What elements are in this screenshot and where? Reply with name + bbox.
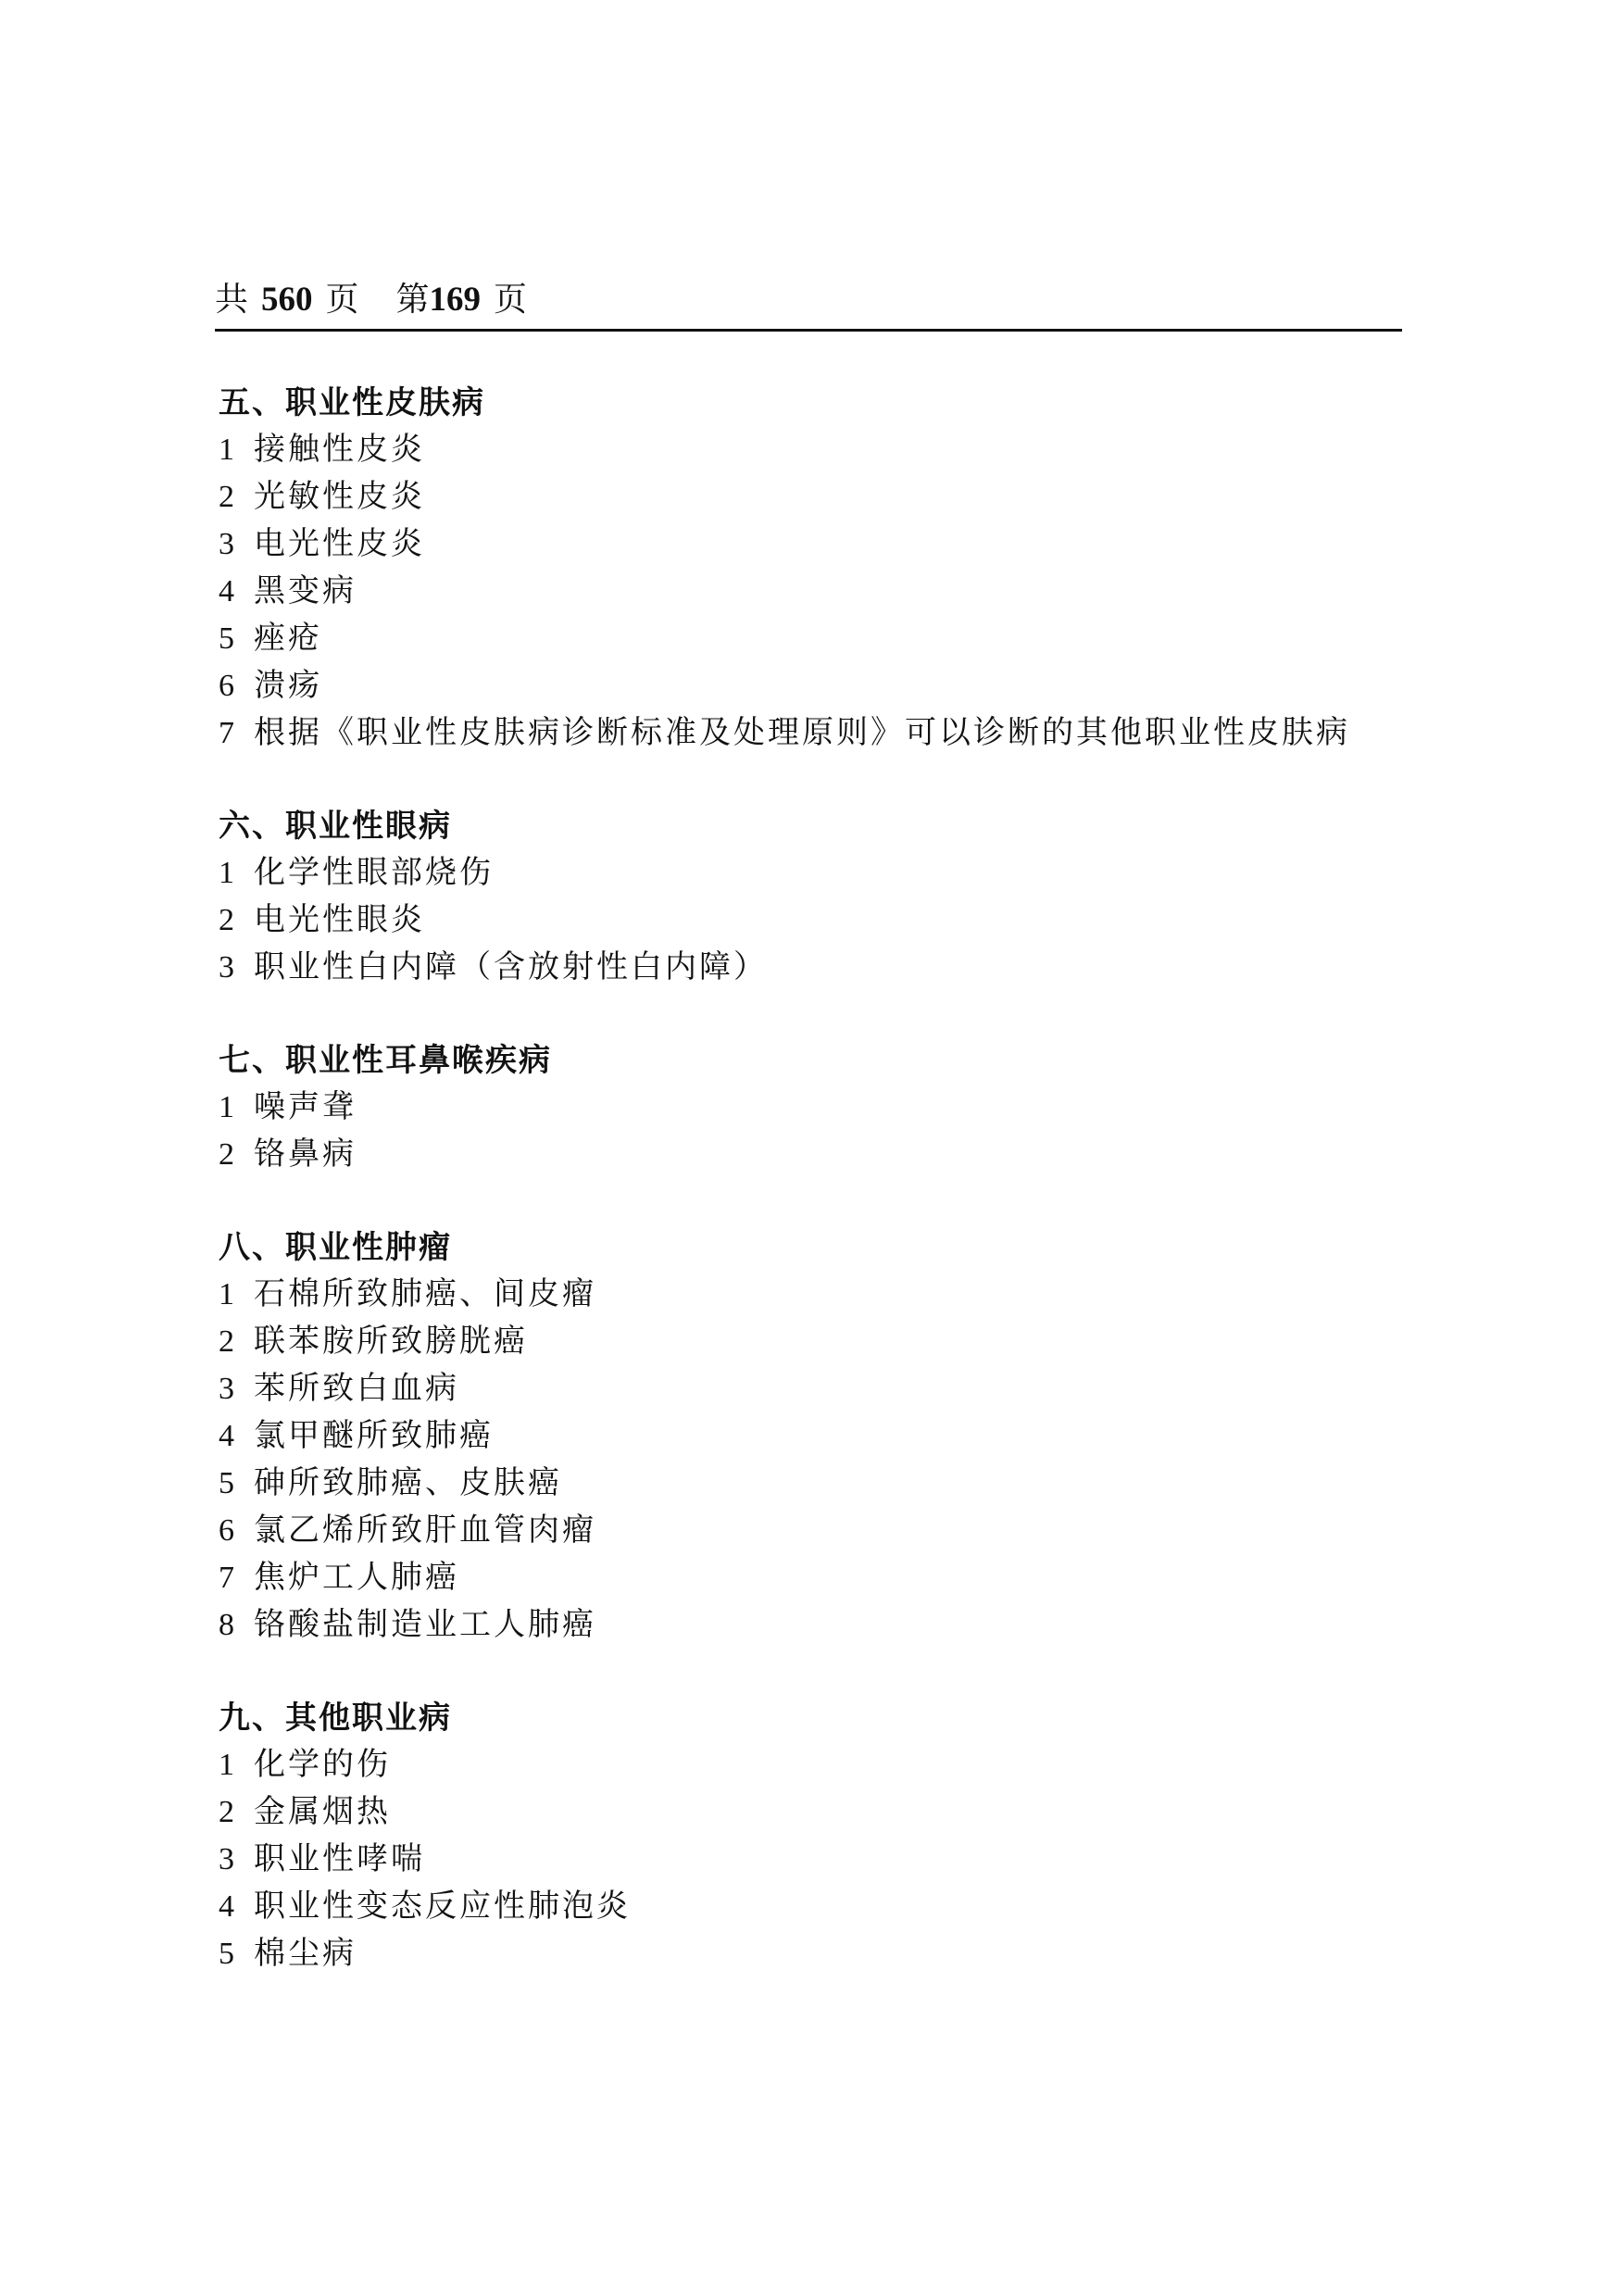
list-item xyxy=(219,426,1422,473)
list-item xyxy=(219,1084,1422,1131)
item-text: 苯所致白血病 xyxy=(254,1370,459,1407)
item-text: 氯甲醚所致肺癌 xyxy=(254,1417,494,1454)
item-text: 黑变病 xyxy=(254,572,357,609)
section xyxy=(219,1695,1422,1977)
item-text: 联苯胺所致膀胱癌 xyxy=(254,1323,528,1360)
item-text: 职业性哮喘 xyxy=(254,1840,425,1877)
item-number: 6 xyxy=(219,669,234,703)
item-text: 化学性眼部烧伤 xyxy=(254,854,494,891)
item-number: 5 xyxy=(219,1937,234,1971)
item-number: 2 xyxy=(219,903,234,937)
item-number: 2 xyxy=(219,480,234,514)
item-number: 1 xyxy=(219,433,234,467)
section xyxy=(219,1037,1422,1178)
list-item xyxy=(219,1741,1422,1788)
list-item xyxy=(219,1412,1422,1460)
list-item xyxy=(219,1883,1422,1930)
list-item xyxy=(219,615,1422,662)
list-item xyxy=(219,1788,1422,1836)
item-number: 5 xyxy=(219,621,234,656)
current-page: 169 xyxy=(429,281,482,319)
item-text: 接触性皮炎 xyxy=(254,431,425,468)
list-item xyxy=(219,1601,1422,1649)
current-suffix: 页 xyxy=(494,281,528,319)
item-text: 职业性变态反应性肺泡炎 xyxy=(254,1888,631,1925)
total-suffix: 页 xyxy=(325,281,359,319)
item-text: 溃疡 xyxy=(254,667,322,704)
list-item xyxy=(219,1131,1422,1178)
item-number: 5 xyxy=(219,1466,234,1500)
item-text: 金属烟热 xyxy=(254,1793,391,1830)
item-number: 1 xyxy=(219,856,234,890)
page-header xyxy=(215,276,1402,332)
item-text: 铬酸盐制造业工人肺癌 xyxy=(254,1606,596,1643)
item-number: 1 xyxy=(219,1090,234,1124)
item-number: 6 xyxy=(219,1513,234,1548)
list-item xyxy=(219,1930,1422,1977)
item-text: 电光性眼炎 xyxy=(254,901,425,938)
list-item xyxy=(219,473,1422,521)
list-item xyxy=(219,568,1422,615)
section-title: 六、职业性眼病 xyxy=(219,808,452,845)
document-body xyxy=(219,380,1422,2024)
item-text: 砷所致肺癌、皮肤癌 xyxy=(254,1464,562,1501)
section xyxy=(219,803,1422,991)
section-title: 九、其他职业病 xyxy=(219,1700,452,1737)
item-number: 3 xyxy=(219,1842,234,1876)
list-item xyxy=(219,897,1422,944)
section-title: 八、职业性肿瘤 xyxy=(219,1229,452,1266)
list-item xyxy=(219,709,1422,757)
item-text: 铬鼻病 xyxy=(254,1135,357,1173)
item-number: 1 xyxy=(219,1277,234,1311)
current-prefix: 第 xyxy=(395,281,430,319)
item-text: 焦炉工人肺癌 xyxy=(254,1559,459,1596)
list-item xyxy=(219,1460,1422,1507)
item-number: 1 xyxy=(219,1748,234,1782)
list-item xyxy=(219,1365,1422,1412)
total-prefix: 共 xyxy=(215,281,249,319)
section xyxy=(219,380,1422,757)
item-text: 光敏性皮炎 xyxy=(254,478,425,515)
item-text: 根据《职业性皮肤病诊断标准及处理原则》可以诊断的其他职业性皮肤病 xyxy=(254,714,1350,751)
item-number: 7 xyxy=(219,716,234,750)
list-item xyxy=(219,521,1422,568)
item-text: 石棉所致肺癌、间皮瘤 xyxy=(254,1275,596,1312)
item-number: 4 xyxy=(219,574,234,609)
list-item xyxy=(219,1836,1422,1883)
item-number: 4 xyxy=(219,1889,234,1924)
list-item xyxy=(219,1271,1422,1318)
item-text: 痤疮 xyxy=(254,620,322,657)
item-text: 电光性皮炎 xyxy=(254,525,425,562)
item-number: 2 xyxy=(219,1137,234,1172)
item-number: 8 xyxy=(219,1608,234,1642)
section-title: 五、职业性皮肤病 xyxy=(219,384,485,421)
total-pages: 560 xyxy=(261,281,313,319)
item-number: 2 xyxy=(219,1324,234,1359)
item-number: 7 xyxy=(219,1561,234,1595)
item-number: 4 xyxy=(219,1419,234,1453)
item-number: 3 xyxy=(219,950,234,985)
item-text: 噪声聋 xyxy=(254,1088,357,1125)
list-item xyxy=(219,1318,1422,1365)
list-item xyxy=(219,1554,1422,1601)
list-item xyxy=(219,1507,1422,1554)
list-item xyxy=(219,944,1422,991)
item-text: 棉尘病 xyxy=(254,1935,357,1972)
item-text: 氯乙烯所致肝血管肉瘤 xyxy=(254,1512,596,1549)
item-number: 3 xyxy=(219,1372,234,1406)
section xyxy=(219,1224,1422,1649)
section-title: 七、职业性耳鼻喉疾病 xyxy=(219,1042,552,1079)
item-text: 职业性白内障（含放射性白内障） xyxy=(254,948,768,985)
item-number: 2 xyxy=(219,1795,234,1829)
item-number: 3 xyxy=(219,527,234,561)
item-text: 化学的伤 xyxy=(254,1746,391,1783)
list-item xyxy=(219,849,1422,897)
list-item xyxy=(219,662,1422,709)
